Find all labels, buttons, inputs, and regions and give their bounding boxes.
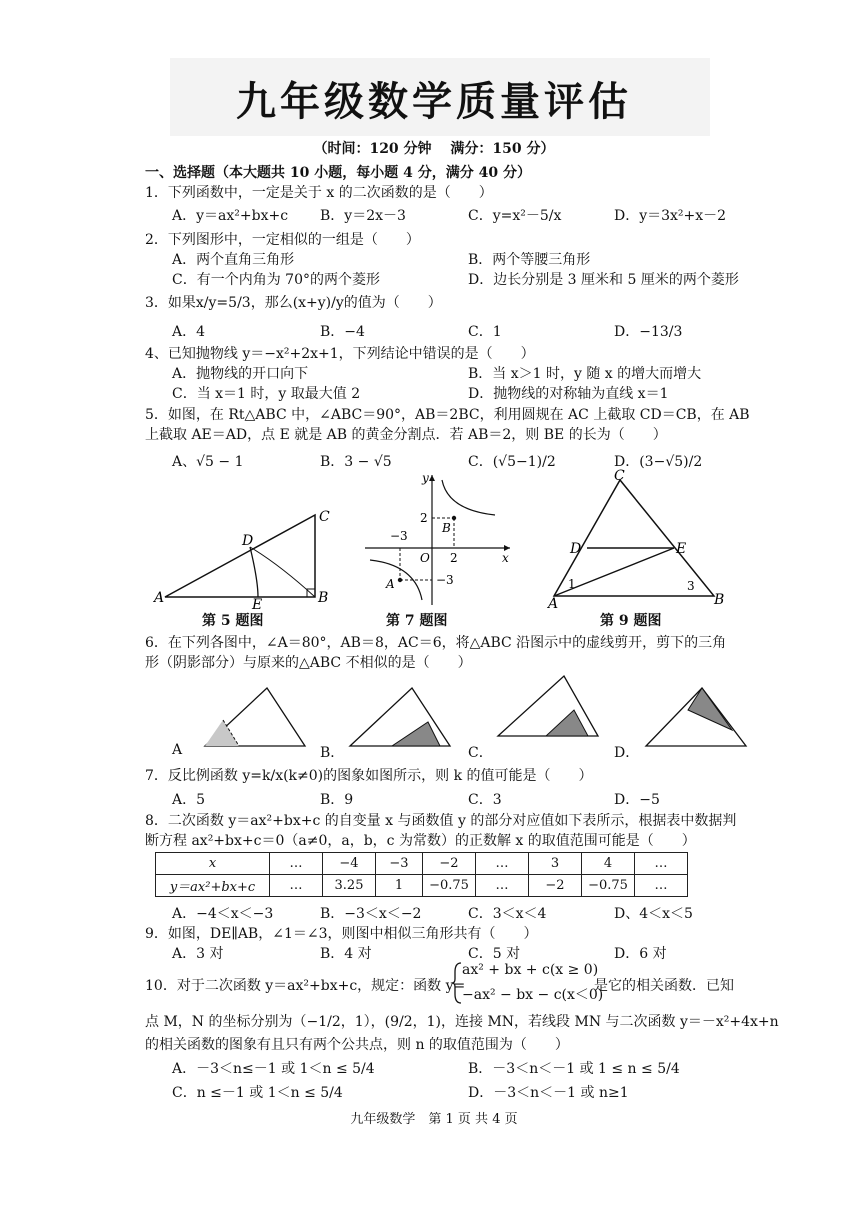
q10-piece-2: −ax² − bx − c(x＜0) (462, 987, 604, 1003)
question-9-stem: 9．如图，DE∥AB，∠1＝∠3，则图中相似三角形共有（ ） (145, 926, 538, 942)
fig7-label-y: y (422, 471, 429, 485)
q9-option-d: D．6 对 (614, 946, 667, 962)
figure-7-caption: 第 7 题图 (386, 613, 448, 629)
q8-option-a: A．−4＜x＜−3 (172, 906, 274, 922)
question-1-stem: 1．下列函数中，一定是关于 x 的二次函数的是（ ） (145, 185, 493, 201)
page-footer: 九年级数学 第 1 页 共 4 页 (350, 1112, 518, 1127)
q8-option-c: C．3＜x＜4 (468, 906, 547, 922)
table-cell: … (270, 853, 323, 875)
table-cell: … (635, 853, 688, 875)
table-cell: −0.75 (423, 875, 476, 897)
question-2-stem: 2．下列图形中，一定相似的一组是（ ） (145, 232, 420, 248)
q8-option-b: B．−3＜x＜−2 (320, 906, 422, 922)
q6-option-c: C． (468, 745, 493, 761)
q10-piece-1: ax² + bx + c(x ≥ 0) (462, 962, 599, 978)
q4-option-d: D．抛物线的对称轴为直线 x＝1 (468, 386, 669, 402)
q1-option-a: A．y＝ax²+bx+c (172, 208, 289, 224)
q7-option-d: D．−5 (614, 792, 660, 808)
q5-option-a: A、√5 − 1 (172, 454, 244, 470)
q2-option-d: D．边长分别是 3 厘米和 5 厘米的两个菱形 (468, 272, 739, 288)
exam-info: （时间：120 分钟 满分：150 分） (313, 141, 555, 157)
question-10-line3: 的相关函数的图象有且只有两个公共点，则 n 的取值范围为（ ） (145, 1037, 569, 1053)
table-cell: 3.25 (323, 875, 376, 897)
figure-9-caption: 第 9 题图 (600, 613, 662, 629)
q2-option-b: B．两个等腰三角形 (468, 252, 591, 268)
q6-figure-b (340, 682, 460, 754)
table-cell: −0.75 (582, 875, 635, 897)
fig5-label-b: B (318, 590, 329, 606)
fig9-label-d: D (570, 541, 582, 557)
question-5-line1: 5．如图，在 Rt△ABC 中，∠ABC＝90°，AB＝2BC，利用圆规在 AC 上截取 CD＝CB，在 AB (145, 407, 750, 423)
q6-figure-c (488, 670, 608, 750)
brace-icon (452, 962, 462, 1004)
table-cell: y＝ax²+bx+c (156, 875, 270, 897)
q5-option-b: B．3 − √5 (320, 454, 392, 470)
q5-option-d: D．(3−√5)/2 (614, 454, 703, 470)
fig9-label-b: B (714, 592, 725, 608)
q7-option-c: C．3 (468, 792, 502, 808)
page-title: 九年级数学质量评估 (236, 79, 632, 125)
fig9-label-a: A (548, 596, 559, 610)
figure-7 (360, 470, 520, 610)
q4-option-a: A．抛物线的开口向下 (172, 366, 309, 382)
q10-option-b: B．－3＜n＜－1 或 1 ≤ n ≤ 5/4 (468, 1061, 680, 1077)
q7-option-b: B．9 (320, 792, 354, 808)
q9-option-c: C．5 对 (468, 946, 521, 962)
fig9-angle-1: 1 (568, 577, 576, 591)
fig7-label-o: O (420, 551, 430, 565)
table-cell: … (270, 875, 323, 897)
question-10-line1-start: 10．对于二次函数 y＝ax²+bx+c，规定：函数 y= (145, 978, 466, 994)
q1-option-d: D．y＝3x²+x－2 (614, 208, 727, 224)
q4-option-b: B．当 x＞1 时，y 随 x 的增大而增大 (468, 366, 702, 382)
q1-option-b: B．y＝2x－3 (320, 208, 406, 224)
fig7-label-neg3-x: −3 (390, 529, 408, 543)
fig7-label-neg3-y: −3 (436, 573, 454, 587)
q6-figure-d (636, 682, 756, 754)
question-3-stem: 3．如果x/y=5/3，那么(x+y)/y的值为（ ） (145, 295, 442, 311)
table-cell: 3 (529, 853, 582, 875)
fig5-label-c: C (319, 509, 330, 525)
fig5-label-d: D (242, 533, 254, 549)
q6-option-d: D． (614, 745, 640, 761)
q3-option-b: B．−4 (320, 324, 365, 340)
figure-9 (540, 468, 730, 610)
q3-option-c: C．1 (468, 324, 502, 340)
question-8-line1: 8．二次函数 y＝ax²+bx+c 的自变量 x 与函数值 y 的部分对应值如下表所示，根据表中数据判 (145, 813, 737, 829)
q6-option-b: B． (320, 745, 345, 761)
value-table (155, 852, 688, 897)
question-7-stem: 7．反比例函数 y=k/x(k≠0)的图象如图所示，则 k 的值可能是（ ） (145, 768, 593, 784)
table-cell: … (635, 875, 688, 897)
question-10-line2: 点 M，N 的坐标分别为（−1/2，1），(9/2，1)，连接 MN，若线段 MN 与二次函数 y＝－x²+4x+n (145, 1014, 779, 1030)
q10-option-a: A．－3＜n≤－1 或 1＜n ≤ 5/4 (172, 1061, 375, 1077)
q3-option-d: D．−13/3 (614, 324, 683, 340)
fig9-label-e: E (676, 541, 687, 557)
table-cell: −4 (323, 853, 376, 875)
section-heading: 一、选择题（本大题共 10 小题，每小题 4 分，满分 40 分） (145, 165, 531, 181)
q2-option-c: C．有一个内角为 70°的两个菱形 (172, 272, 380, 288)
q3-option-a: A．4 (172, 324, 206, 340)
table-cell: 1 (376, 875, 423, 897)
table-cell: −2 (423, 853, 476, 875)
question-4-stem: 4、已知抛物线 y＝−x²+2x+1，下列结论中错误的是（ ） (145, 346, 535, 362)
figure-5-caption: 第 5 题图 (202, 613, 264, 629)
q10-option-c: C．n ≤－1 或 1＜n ≤ 5/4 (172, 1085, 343, 1101)
q4-option-c: C．当 x＝1 时，y 取最大值 2 (172, 386, 361, 402)
q5-option-c: C．(√5−1)/2 (468, 454, 556, 470)
table-cell: x (156, 853, 270, 875)
table-cell: −2 (529, 875, 582, 897)
fig7-label-a: A (386, 577, 395, 591)
q9-option-b: B．4 对 (320, 946, 372, 962)
fig9-angle-3: 3 (687, 579, 695, 593)
fig5-label-a: A (154, 590, 165, 606)
fig7-label-2-y: 2 (420, 511, 428, 525)
question-5-line2: 上截取 AE＝AD，点 E 就是 AB 的黄金分割点．若 AB＝2，则 BE 的长为（ ） (145, 427, 667, 443)
table-row (156, 875, 688, 897)
fig7-label-x: x (502, 551, 509, 565)
q1-option-c: C．y=x²－5/x (468, 208, 562, 224)
question-8-line2: 断方程 ax²+bx+c＝0（a≠0，a，b，c 为常数）的正数解 x 的取值范围可能是（ ） (145, 833, 696, 849)
question-6-line1: 6．在下列各图中，∠A＝80°，AB＝8，AC＝6，将△ABC 沿图示中的虚线剪开，剪下的三角 (145, 635, 727, 651)
q6-option-a: A (172, 742, 183, 758)
table-cell: … (476, 853, 529, 875)
q2-option-a: A．两个直角三角形 (172, 252, 295, 268)
table-cell: … (476, 875, 529, 897)
fig9-label-c: C (614, 468, 625, 484)
fig5-label-e: E (252, 597, 263, 610)
q10-option-d: D．－3＜n＜－1 或 n≥1 (468, 1085, 629, 1101)
table-cell: −3 (376, 853, 423, 875)
q8-option-d: D、4＜x＜5 (614, 906, 693, 922)
question-6-line2: 形（阴影部分）与原来的△ABC 不相似的是（ ） (145, 655, 472, 671)
question-10-line1-end: 是它的相关函数．已知 (594, 978, 734, 994)
table-row (156, 853, 688, 875)
q6-figure-a (195, 682, 315, 754)
q9-option-a: A．3 对 (172, 946, 224, 962)
fig7-label-b: B (442, 521, 451, 535)
q7-option-a: A．5 (172, 792, 206, 808)
figure-5 (150, 505, 340, 610)
table-cell: 4 (582, 853, 635, 875)
fig7-label-2-x: 2 (450, 551, 458, 565)
